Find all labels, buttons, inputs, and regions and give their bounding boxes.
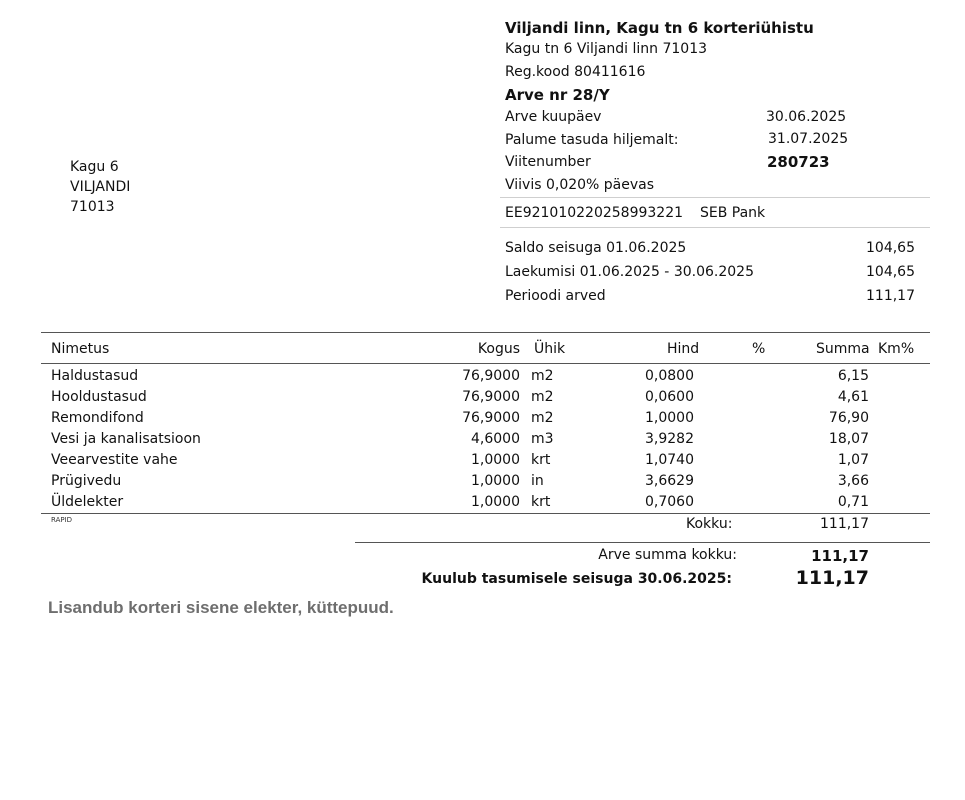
balance-value: 111,17	[866, 288, 915, 304]
col-header-qty: Kogus	[477, 341, 520, 357]
recipient-line2: VILJANDI	[70, 179, 131, 195]
table-row	[0, 494, 965, 515]
col-header-vat: Km%	[878, 341, 915, 357]
table-row	[0, 368, 965, 389]
balance-value: 104,65	[866, 264, 915, 280]
payable-label: Kuulub tasumisele seisuga 30.06.2025:	[421, 571, 732, 587]
item-price: 1,0000	[645, 410, 694, 426]
penalty-text: Viivis 0,020% päevas	[505, 177, 655, 193]
item-price: 3,9282	[645, 431, 694, 447]
company-address: Kagu tn 6 Viljandi linn 71013	[505, 41, 708, 57]
item-price: 1,0740	[645, 452, 694, 468]
invoice-number: Arve nr 28/Y	[505, 86, 610, 104]
col-header-price: Hind	[667, 341, 700, 357]
item-qty: 1,0000	[471, 473, 520, 489]
divider	[500, 197, 930, 198]
invoice-date-value: 30.06.2025	[766, 109, 847, 125]
reference-value: 280723	[767, 153, 830, 171]
item-unit: m2	[531, 368, 554, 384]
item-unit: krt	[531, 494, 551, 510]
recipient-line1: Kagu 6	[70, 159, 119, 175]
item-sum: 76,90	[828, 410, 869, 426]
item-unit: m2	[531, 389, 554, 405]
item-sum: 1,07	[837, 452, 869, 468]
item-name: Haldustasud	[51, 368, 139, 384]
company-name: Viljandi linn, Kagu tn 6 korteriühistu	[505, 19, 814, 37]
balance-value: 104,65	[866, 240, 915, 256]
item-qty: 76,9000	[462, 410, 520, 426]
balance-label: Perioodi arved	[505, 288, 606, 304]
item-unit: in	[531, 473, 544, 489]
table-row	[0, 452, 965, 473]
item-name: Üldelekter	[51, 494, 124, 510]
table-header	[0, 341, 965, 362]
item-sum: 3,66	[837, 473, 869, 489]
table-row	[0, 473, 965, 494]
item-price: 0,7060	[645, 494, 694, 510]
invoice-total-label: Arve summa kokku:	[598, 547, 737, 563]
balance-label: Laekumisi 01.06.2025 - 30.06.2025	[505, 264, 754, 280]
invoice-total-value: 111,17	[811, 547, 869, 565]
item-sum: 0,71	[837, 494, 869, 510]
item-qty: 1,0000	[471, 494, 520, 510]
summary-rule	[355, 542, 930, 543]
table-total-value: 111,17	[820, 516, 869, 532]
item-qty: 76,9000	[462, 389, 520, 405]
col-header-unit: Ühik	[534, 341, 566, 357]
item-name: Hooldustasud	[51, 389, 147, 405]
col-header-percent: %	[752, 341, 766, 357]
item-name: Veearvestite vahe	[51, 452, 178, 468]
reference-label: Viitenumber	[505, 154, 591, 170]
table-top-rule	[41, 332, 930, 333]
company-regcode: Reg.kood 80411616	[505, 64, 646, 80]
item-price: 0,0800	[645, 368, 694, 384]
table-bottom-rule	[41, 513, 930, 514]
software-tag: RAPID	[51, 516, 73, 524]
divider	[500, 227, 930, 228]
item-unit: krt	[531, 452, 551, 468]
invoice-date-label: Arve kuupäev	[505, 109, 602, 125]
item-name: Vesi ja kanalisatsioon	[51, 431, 201, 447]
item-price: 3,6629	[645, 473, 694, 489]
balance-label: Saldo seisuga 01.06.2025	[505, 240, 687, 256]
table-row	[0, 389, 965, 410]
table-row	[0, 431, 965, 452]
table-row	[0, 410, 965, 431]
item-sum: 6,15	[837, 368, 869, 384]
table-total-label: Kokku:	[686, 516, 733, 532]
col-header-name: Nimetus	[51, 341, 110, 357]
col-header-sum: Summa	[816, 341, 870, 357]
table-header-rule	[41, 363, 930, 364]
item-name: Remondifond	[51, 410, 144, 426]
additional-note: Lisandub korteri sisene elekter, küttepuud.	[48, 598, 394, 617]
due-date-value: 31.07.2025	[768, 131, 849, 147]
item-qty: 4,6000	[471, 431, 520, 447]
item-name: Prügivedu	[51, 473, 122, 489]
item-price: 0,0600	[645, 389, 694, 405]
item-sum: 18,07	[828, 431, 869, 447]
item-unit: m2	[531, 410, 554, 426]
due-date-label: Palume tasuda hiljemalt:	[505, 132, 679, 148]
bank-account: EE921010220258993221	[505, 205, 684, 221]
item-qty: 76,9000	[462, 368, 520, 384]
item-sum: 4,61	[837, 389, 869, 405]
recipient-line3: 71013	[70, 199, 115, 215]
item-unit: m3	[531, 431, 554, 447]
bank-name: SEB Pank	[700, 205, 766, 221]
item-qty: 1,0000	[471, 452, 520, 468]
payable-value: 111,17	[795, 567, 869, 589]
